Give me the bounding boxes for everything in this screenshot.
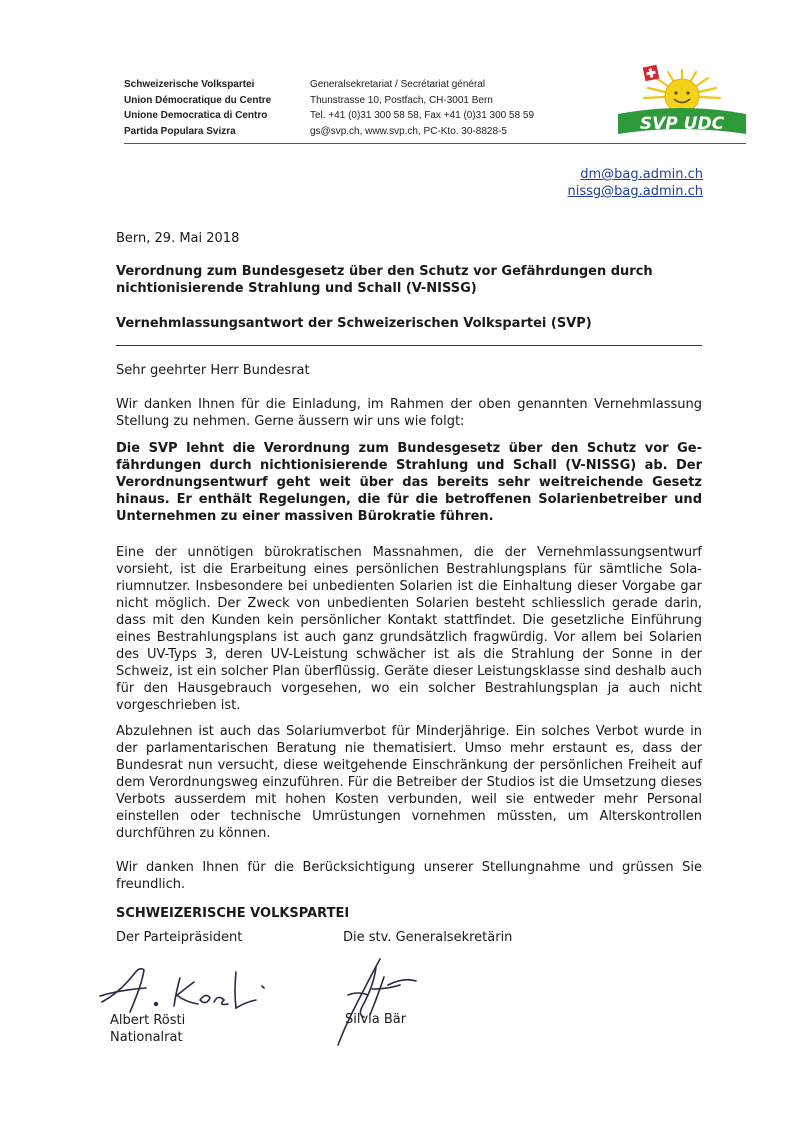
contact-office: Generalsekretariat / Secrétariat général [310,79,486,90]
paragraph-closing: Wir danken Ihnen für die Berücksichtigung unserer Stellungnahme und grüssen Sie freundlich. [116,860,702,892]
org-name-de: Schweizerische Volkspartei [124,79,255,90]
org-name-fr: Union Démocratique du Centre [124,94,272,106]
subject-divider [116,345,702,346]
org-name-it: Unione Democratica di Centro [124,110,268,121]
logo-wordmark: SVP UDC [639,114,725,134]
signer-left-block [110,1012,185,1046]
swiss-flag-icon [643,65,660,82]
paragraph-bureaucracy: Eine der unnötigen bürokratischen Massnahmen, die der Vernehmlassungsentwurf vorsieht, ist die Erarbeitung eines persönlichen Bestrahlungsplans für sämtliche Solariumnutzer. Insbesondere bei unbedienten Solarien ist die Einhaltung dieser Vorgabe gar nicht möglich. Der Zweck von unbedienten Solarien besteht schliesslich gerade darin, dass mit den Kunden kein persönlicher Kontakt stattfindet. Die gesetzliche Einführung eines Bestrahlungsplans ist auch ganz grundsätzlich fragwürdig. Vor allem bei Solarien des UV-Typs 3, deren UV-Leistung schwächer ist als die Strahlung der Sonne in der Schweiz, ist ein solcher Plan überflüssig. Geräte dieser Leistungsklasse sind deshalb auch für den Hausgebrauch vorgesehen, wo ein solcher Bestrahlungsplan ja auch nicht vorgeschrieben ist. [116,545,702,713]
letterhead-contact [310,77,534,139]
paragraph-intro: Wir danken Ihnen für die Einladung, im Rahmen der oben genannten Vernehmlassung Stellung zu nehmen. Gerne äussern wir uns wie folgt: [116,397,702,429]
signer-left-name: Albert Rösti [110,1013,186,1028]
contact-address: Thunstrasse 10, Postfach, CH-3001 Bern [310,94,493,106]
recipient-emails [567,166,703,200]
date-line: Bern, 29. Mai 2018 [116,231,240,246]
contact-web: gs@svp.ch, www.svp.ch, PC-Kto. 30-8828-5 [310,125,507,137]
signature-organization: SCHWEIZERISCHE VOLKSPARTEI [116,906,350,921]
letterhead-divider [124,143,746,144]
sun-icon [665,79,699,113]
email-link-nissg[interactable]: nissg@bag.admin.ch [567,184,703,199]
signer-left-title: Der Parteipräsident [116,930,243,945]
signature-right-handwriting [318,955,428,1050]
org-name-rm: Partida Populara Svizra [124,125,236,137]
signer-right-title: Die stv. Generalsekretärin [343,930,513,945]
paragraph-position: Die SVP lehnt die Verordnung zum Bundesgesetz über den Schutz vor Gefährdungen durch nichtionisierende Strahlung und Schall (V-NISSG) ab. Der Verordnungsentwurf geht weit über das bereits sehr weitreichende Gesetz hinaus. Er enthält Regelungen, die für die betroffenen Solarienbetreiber und Unternehmen zu einer massiven Bürokratie führen. [116,441,702,524]
salutation: Sehr geehrter Herr Bundesrat [116,363,310,378]
svp-udc-logo [612,58,752,138]
email-link-dm[interactable]: dm@bag.admin.ch [580,167,703,182]
paragraph-minors: Abzulehnen ist auch das Solariumverbot für Minderjährige. Ein solches Verbot wurde in der parlamentarischen Beratung nie thematisiert. Umso mehr erstaunt es, dass der Bundesrat nun versucht, diese weitgehende Einschränkung der persönlichen Freiheit auf dem Verordnungsweg einzuführen. Für die Betreiber der Studios ist die Umsetzung dieses Verbots ausserdem mit hohen Kosten verbunden, weil sie entweder mehr Personal einstellen oder technische Umrüstungen vornehmen müssten, um Alterskontrollen durchführen zu können. [116,724,702,841]
signer-right-name: Silvia Bär [345,1012,407,1027]
letter-subject: Verordnung zum Bundesgesetz über den Schutz vor Gefährdungen durch nichtionisierende Strahlung und Schall (V-NISSG) [116,264,653,296]
contact-phone: Tel. +41 (0)31 300 58 58, Fax +41 (0)31 300 58 59 [310,110,535,121]
letterhead-organization [124,77,271,139]
signer-left-role: Nationalrat [110,1030,183,1045]
letter-subtitle: Vernehmlassungsantwort der Schweizerischen Volkspartei (SVP) [116,316,592,331]
